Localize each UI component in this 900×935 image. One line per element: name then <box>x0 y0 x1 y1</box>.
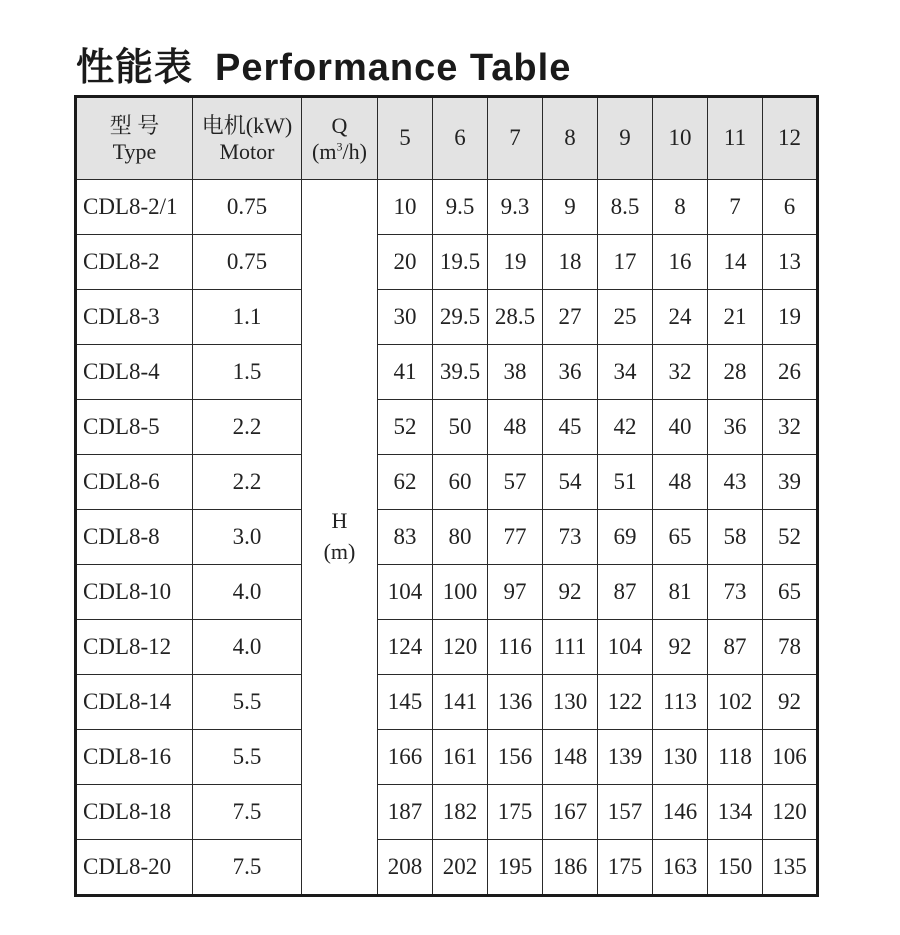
motor-power-cell: 7.5 <box>193 785 302 840</box>
head-value-cell: 13 <box>763 235 818 290</box>
head-value-cell: 167 <box>543 785 598 840</box>
head-value-cell: 9 <box>543 180 598 235</box>
motor-power-cell: 7.5 <box>193 840 302 896</box>
head-value-cell: 113 <box>653 675 708 730</box>
head-value-cell: 27 <box>543 290 598 345</box>
head-value-cell: 195 <box>488 840 543 896</box>
head-value-cell: 19.5 <box>433 235 488 290</box>
flow-header <box>302 97 378 180</box>
head-value-cell: 54 <box>543 455 598 510</box>
table-row <box>76 840 818 896</box>
head-value-cell: 116 <box>488 620 543 675</box>
motor-power-cell: 3.0 <box>193 510 302 565</box>
head-value-cell: 8.5 <box>598 180 653 235</box>
type-header <box>76 97 193 180</box>
head-value-cell: 92 <box>763 675 818 730</box>
head-value-cell: 161 <box>433 730 488 785</box>
head-value-cell: 30 <box>378 290 433 345</box>
head-value-cell: 48 <box>488 400 543 455</box>
head-value-cell: 100 <box>433 565 488 620</box>
title-chinese: 性能表 <box>76 47 194 89</box>
table-row <box>76 235 818 290</box>
model-type-cell: CDL8-2/1 <box>76 180 193 235</box>
head-value-cell: 51 <box>598 455 653 510</box>
table-row <box>76 400 818 455</box>
model-type-cell: CDL8-6 <box>76 455 193 510</box>
head-value-cell: 26 <box>763 345 818 400</box>
head-label-unit: (m) <box>323 539 356 564</box>
head-value-cell: 58 <box>708 510 763 565</box>
flow-value-header: 9 <box>598 97 653 180</box>
table-row <box>76 730 818 785</box>
motor-power-cell: 5.5 <box>193 730 302 785</box>
flow-value-header: 12 <box>763 97 818 180</box>
motor-power-cell: 2.2 <box>193 455 302 510</box>
motor-power-cell: 5.5 <box>193 675 302 730</box>
table-row <box>76 620 818 675</box>
table-body <box>76 180 818 896</box>
head-value-cell: 40 <box>653 400 708 455</box>
head-value-cell: 111 <box>543 620 598 675</box>
head-value-cell: 130 <box>653 730 708 785</box>
type-header-zh: 型 号 <box>109 113 160 139</box>
head-value-cell: 148 <box>543 730 598 785</box>
head-value-cell: 92 <box>653 620 708 675</box>
head-value-cell: 78 <box>763 620 818 675</box>
flow-header-unit: $(m^3/h)$ <box>312 138 367 164</box>
head-value-cell: 87 <box>708 620 763 675</box>
head-value-cell: 19 <box>488 235 543 290</box>
model-type-cell: CDL8-12 <box>76 620 193 675</box>
head-value-cell: 8 <box>653 180 708 235</box>
table-row <box>76 510 818 565</box>
head-value-cell: 156 <box>488 730 543 785</box>
table-row <box>76 785 818 840</box>
head-value-cell: 7 <box>708 180 763 235</box>
head-value-cell: 175 <box>598 840 653 896</box>
head-value-cell: 69 <box>598 510 653 565</box>
table-header-row <box>76 97 818 180</box>
head-value-cell: 83 <box>378 510 433 565</box>
head-value-cell: 124 <box>378 620 433 675</box>
head-value-cell: 120 <box>433 620 488 675</box>
flow-value-header: 11 <box>708 97 763 180</box>
motor-power-cell: 0.75 <box>193 235 302 290</box>
flow-value-header: 7 <box>488 97 543 180</box>
head-value-cell: 97 <box>488 565 543 620</box>
head-value-cell: 6 <box>763 180 818 235</box>
head-value-cell: 73 <box>543 510 598 565</box>
motor-header-zh: 电机(kW) <box>201 113 293 139</box>
head-value-cell: 28 <box>708 345 763 400</box>
head-value-cell: 38 <box>488 345 543 400</box>
page-title <box>76 36 571 91</box>
head-value-cell: 65 <box>653 510 708 565</box>
model-type-cell: CDL8-16 <box>76 730 193 785</box>
head-value-cell: 80 <box>433 510 488 565</box>
head-value-cell: 48 <box>653 455 708 510</box>
type-header-en: Type <box>112 138 157 164</box>
flow-value-header: 8 <box>543 97 598 180</box>
model-type-cell: CDL8-3 <box>76 290 193 345</box>
head-value-cell: 36 <box>543 345 598 400</box>
model-type-cell: CDL8-8 <box>76 510 193 565</box>
head-value-cell: 146 <box>653 785 708 840</box>
head-value-cell: 32 <box>763 400 818 455</box>
head-label-cell <box>302 180 378 896</box>
head-value-cell: 106 <box>763 730 818 785</box>
head-value-cell: 102 <box>708 675 763 730</box>
head-value-cell: 52 <box>378 400 433 455</box>
motor-power-cell: 4.0 <box>193 565 302 620</box>
head-value-cell: 28.5 <box>488 290 543 345</box>
head-value-cell: 208 <box>378 840 433 896</box>
head-value-cell: 16 <box>653 235 708 290</box>
flow-value-header: 6 <box>433 97 488 180</box>
flow-value-header: 5 <box>378 97 433 180</box>
head-value-cell: 9.3 <box>488 180 543 235</box>
head-value-cell: 24 <box>653 290 708 345</box>
motor-power-cell: 2.2 <box>193 400 302 455</box>
head-value-cell: 186 <box>543 840 598 896</box>
head-value-cell: 10 <box>378 180 433 235</box>
model-type-cell: CDL8-20 <box>76 840 193 896</box>
head-value-cell: 62 <box>378 455 433 510</box>
head-value-cell: 81 <box>653 565 708 620</box>
head-value-cell: 19 <box>763 290 818 345</box>
model-type-cell: CDL8-5 <box>76 400 193 455</box>
head-value-cell: 157 <box>598 785 653 840</box>
head-value-cell: 42 <box>598 400 653 455</box>
model-type-cell: CDL8-2 <box>76 235 193 290</box>
head-value-cell: 9.5 <box>433 180 488 235</box>
head-value-cell: 139 <box>598 730 653 785</box>
head-label-symbol: H <box>331 508 348 534</box>
head-value-cell: 73 <box>708 565 763 620</box>
head-value-cell: 60 <box>433 455 488 510</box>
title-english: Performance Table <box>215 47 572 89</box>
head-value-cell: 77 <box>488 510 543 565</box>
head-value-cell: 20 <box>378 235 433 290</box>
table-row <box>76 565 818 620</box>
head-value-cell: 122 <box>598 675 653 730</box>
head-value-cell: 52 <box>763 510 818 565</box>
table-row <box>76 345 818 400</box>
motor-header-en: Motor <box>219 138 275 164</box>
head-value-cell: 182 <box>433 785 488 840</box>
head-value-cell: 118 <box>708 730 763 785</box>
head-value-cell: 187 <box>378 785 433 840</box>
motor-power-cell: 0.75 <box>193 180 302 235</box>
flow-header-symbol: Q <box>331 113 348 139</box>
motor-power-cell: 1.5 <box>193 345 302 400</box>
performance-table <box>74 95 819 897</box>
head-value-cell: 25 <box>598 290 653 345</box>
model-type-cell: CDL8-10 <box>76 565 193 620</box>
motor-header <box>193 97 302 180</box>
head-value-cell: 104 <box>598 620 653 675</box>
head-value-cell: 39 <box>763 455 818 510</box>
head-value-cell: 18 <box>543 235 598 290</box>
head-value-cell: 145 <box>378 675 433 730</box>
head-value-cell: 41 <box>378 345 433 400</box>
head-value-cell: 202 <box>433 840 488 896</box>
head-value-cell: 34 <box>598 345 653 400</box>
head-value-cell: 141 <box>433 675 488 730</box>
motor-power-cell: 4.0 <box>193 620 302 675</box>
head-value-cell: 134 <box>708 785 763 840</box>
head-value-cell: 29.5 <box>433 290 488 345</box>
head-value-cell: 39.5 <box>433 345 488 400</box>
model-type-cell: CDL8-18 <box>76 785 193 840</box>
head-value-cell: 136 <box>488 675 543 730</box>
head-value-cell: 50 <box>433 400 488 455</box>
head-value-cell: 120 <box>763 785 818 840</box>
head-value-cell: 104 <box>378 565 433 620</box>
head-value-cell: 130 <box>543 675 598 730</box>
head-value-cell: 135 <box>763 840 818 896</box>
head-value-cell: 21 <box>708 290 763 345</box>
table-row <box>76 180 818 235</box>
head-value-cell: 45 <box>543 400 598 455</box>
head-value-cell: 17 <box>598 235 653 290</box>
model-type-cell: CDL8-4 <box>76 345 193 400</box>
head-value-cell: 87 <box>598 565 653 620</box>
flow-value-header: 10 <box>653 97 708 180</box>
table-row <box>76 455 818 510</box>
head-value-cell: 57 <box>488 455 543 510</box>
head-value-cell: 150 <box>708 840 763 896</box>
head-value-cell: 14 <box>708 235 763 290</box>
head-value-cell: 163 <box>653 840 708 896</box>
head-value-cell: 92 <box>543 565 598 620</box>
head-value-cell: 36 <box>708 400 763 455</box>
head-value-cell: 65 <box>763 565 818 620</box>
head-value-cell: 32 <box>653 345 708 400</box>
head-value-cell: 175 <box>488 785 543 840</box>
table-row <box>76 675 818 730</box>
model-type-cell: CDL8-14 <box>76 675 193 730</box>
head-value-cell: 166 <box>378 730 433 785</box>
table-row <box>76 290 818 345</box>
motor-power-cell: 1.1 <box>193 290 302 345</box>
head-value-cell: 43 <box>708 455 763 510</box>
